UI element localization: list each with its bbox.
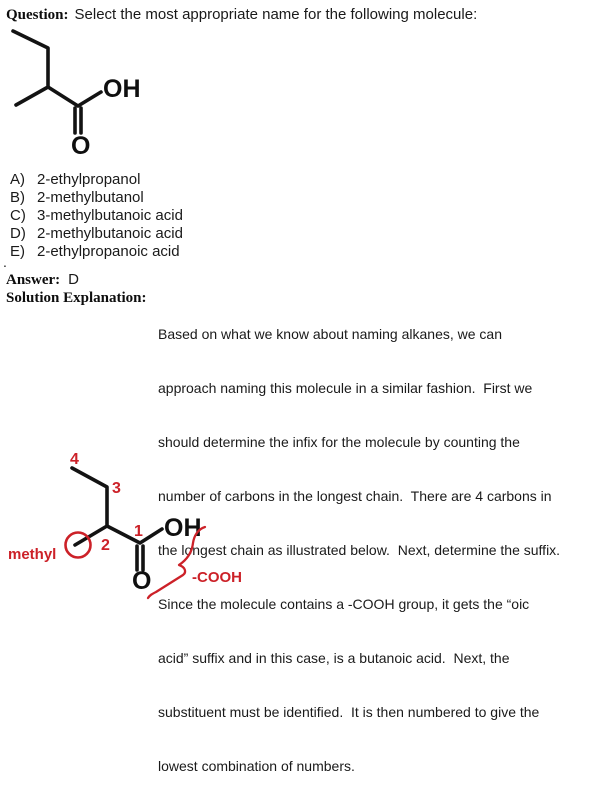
- hydroxyl-label: OH: [103, 75, 141, 103]
- choice-e-letter: E): [10, 243, 25, 260]
- choice-b-text: 2-methylbutanol: [37, 189, 144, 206]
- choice-c: [10, 207, 183, 225]
- choice-b: [10, 189, 183, 207]
- question-label: Question:: [6, 7, 69, 23]
- answer-value: D: [68, 271, 79, 288]
- carbonyl-oxygen-label: O: [71, 132, 91, 160]
- solution-label: Solution Explanation:: [6, 290, 147, 306]
- choice-e-text: 2-ethylpropanoic acid: [37, 243, 180, 260]
- choice-e: [10, 243, 183, 261]
- solution-line: substituent must be identified. It is then numbered to give the: [158, 704, 540, 720]
- solution-line: should determine the infix for the molecule by counting the: [158, 434, 520, 450]
- choice-d-letter: D): [10, 225, 26, 242]
- carbon-4-number: 4: [70, 451, 79, 468]
- choice-c-letter: C): [10, 207, 26, 224]
- solution-line: Since the molecule contains a -COOH group, it gets the “oic: [158, 596, 530, 612]
- molecule-structure-main: [0, 25, 150, 160]
- question-row: [6, 6, 477, 24]
- carbon-1-number: 1: [134, 523, 143, 540]
- answer-row: [6, 271, 79, 289]
- solution-line: lowest combination of numbers.: [158, 758, 355, 774]
- cooh-label: -COOH: [192, 569, 242, 586]
- methyl-label: methyl: [8, 546, 57, 563]
- solution-line: Based on what we know about naming alkanes, we can: [158, 326, 502, 342]
- choice-a-letter: A): [10, 171, 25, 188]
- solution-line: number of carbons in the longest chain. There are 4 carbons in: [158, 488, 552, 504]
- hydroxyl-label: OH: [164, 514, 202, 542]
- choice-a: [10, 171, 183, 189]
- choice-d-text: 2-methylbutanoic acid: [37, 225, 183, 242]
- solution-line: the longest chain as illustrated below. Next, determine the suffix.: [158, 542, 561, 558]
- carboxyl-oh-bond: [48, 87, 101, 106]
- molecule-structure-annotated: [0, 443, 250, 600]
- carbonyl-oxygen-label: O: [132, 567, 152, 595]
- choice-c-text: 3-methylbutanoic acid: [37, 207, 183, 224]
- solution-line: acid” suffix and in this case, is a butanoic acid. Next, the: [158, 650, 510, 666]
- carbon-3-number: 3: [112, 480, 121, 497]
- question-text: Select the most appropriate name for the following molecule:: [74, 6, 478, 23]
- solution-line: approach naming this molecule in a similar fashion. First we: [158, 380, 533, 396]
- choice-b-letter: B): [10, 189, 25, 206]
- carbon-2-number: 2: [101, 537, 110, 554]
- carbon-chain-bond: [13, 31, 48, 105]
- stray-period-mark: .: [3, 254, 7, 270]
- choice-a-text: 2-ethylpropanol: [37, 171, 141, 188]
- answer-choices: [10, 171, 183, 261]
- choice-d: [10, 225, 183, 243]
- answer-label: Answer:: [6, 272, 61, 288]
